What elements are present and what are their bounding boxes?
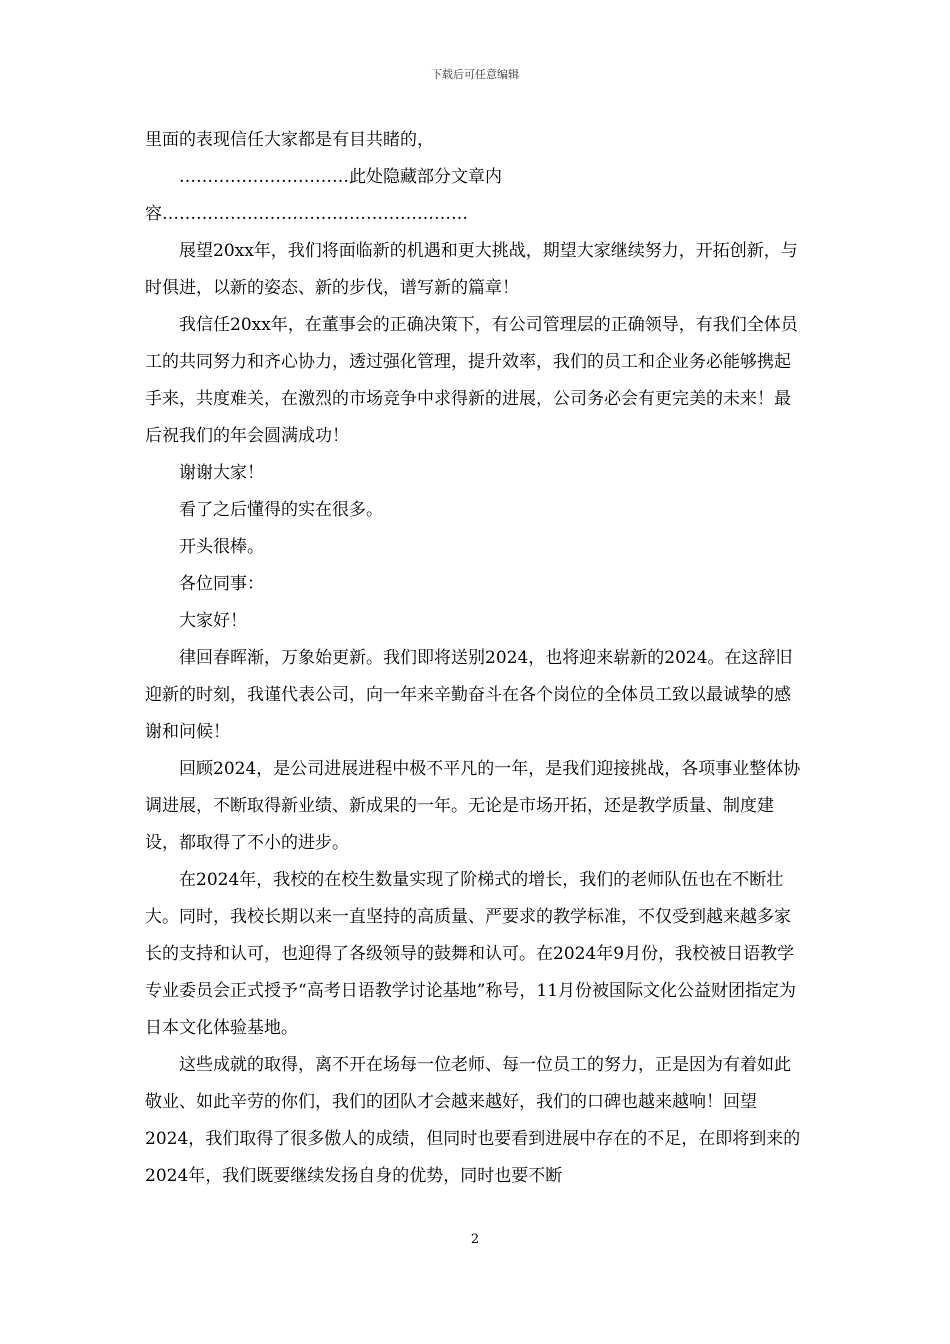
paragraph-6: 开头很棒。 xyxy=(179,537,264,557)
paragraph-9: 律回春晖渐，万象始更新。我们即将送别2024，也将迎来崭新的2024。在这辞旧迎新的时刻，我谨代表公司，向一年来辛勤奋斗在各个岗位的全体员工致以最诚挚的感谢和问候！ xyxy=(145,648,793,742)
greeting: 大家好！ xyxy=(179,611,247,631)
header-note: 下载后可任意编辑 xyxy=(431,68,519,81)
paragraph-0: 里面的表现信任大家都是有目共睹的， xyxy=(145,130,434,150)
page-number: 2 xyxy=(470,1232,480,1247)
paragraph-10: 回顾2024，是公司进展进程中极不平凡的一年，是我们迎接挑战，各项事业整体协调进展，不断取得新业绩、新成果的一年。无论是市场开拓，还是教学质量、制度建设，都取得了不小的进步。 xyxy=(145,759,801,853)
paragraph-2: 展望20xx年，我们将面临新的机遇和更大挑战，期望大家继续努力，开拓创新，与时俱进，以新的姿态、新的步伐，谱写新的篇章！ xyxy=(145,241,798,298)
paragraph-3: 我信任20xx年，在董事会的正确决策下，有公司管理层的正确领导，有我们全体员工的共同努力和齐心协力，透过强化管理，提升效率，我们的员工和企业务必能够携起手来，共度难关，在激烈的市场竞争中求得新的进展，公司务必会有更完美的未来！最后祝我们的年会圆满成功！ xyxy=(145,315,798,446)
paragraph-11: 在2024年，我校的在校生数量实现了阶梯式的增长，我们的老师队伍也在不断壮大。同时，我校长期以来一直坚持的高质量、严要求的教学标准，不仅受到越来越多家长的支持和认可，也迎得了各级领导的鼓舞和认可。在2024年9月份，我校被日语教学专业委员会正式授予“高考日语教学讨论基地”称号，11月份被国际文化公益财团指定为日本文化体验基地。 xyxy=(145,870,797,1038)
document-body xyxy=(145,122,805,1195)
paragraph-4: 谢谢大家！ xyxy=(179,463,264,483)
paragraph-5: 看了之后懂得的实在很多。 xyxy=(179,500,383,520)
hidden-content-notice: …………………………此处隐藏部分文章内容……………………………………………… xyxy=(145,167,502,224)
salutation: 各位同事： xyxy=(179,574,264,594)
paragraph-12: 这些成就的取得，离不开在场每一位老师、每一位员工的努力，正是因为有着如此敬业、如此辛劳的你们，我们的团队才会越来越好，我们的口碑也越来越响！回望2024，我们取得了很多傲人的成绩，但同时也要看到进展中存在的不足，在即将到来的2024年，我们既要继续发扬自身的优势，同时也要不断 xyxy=(145,1055,801,1186)
